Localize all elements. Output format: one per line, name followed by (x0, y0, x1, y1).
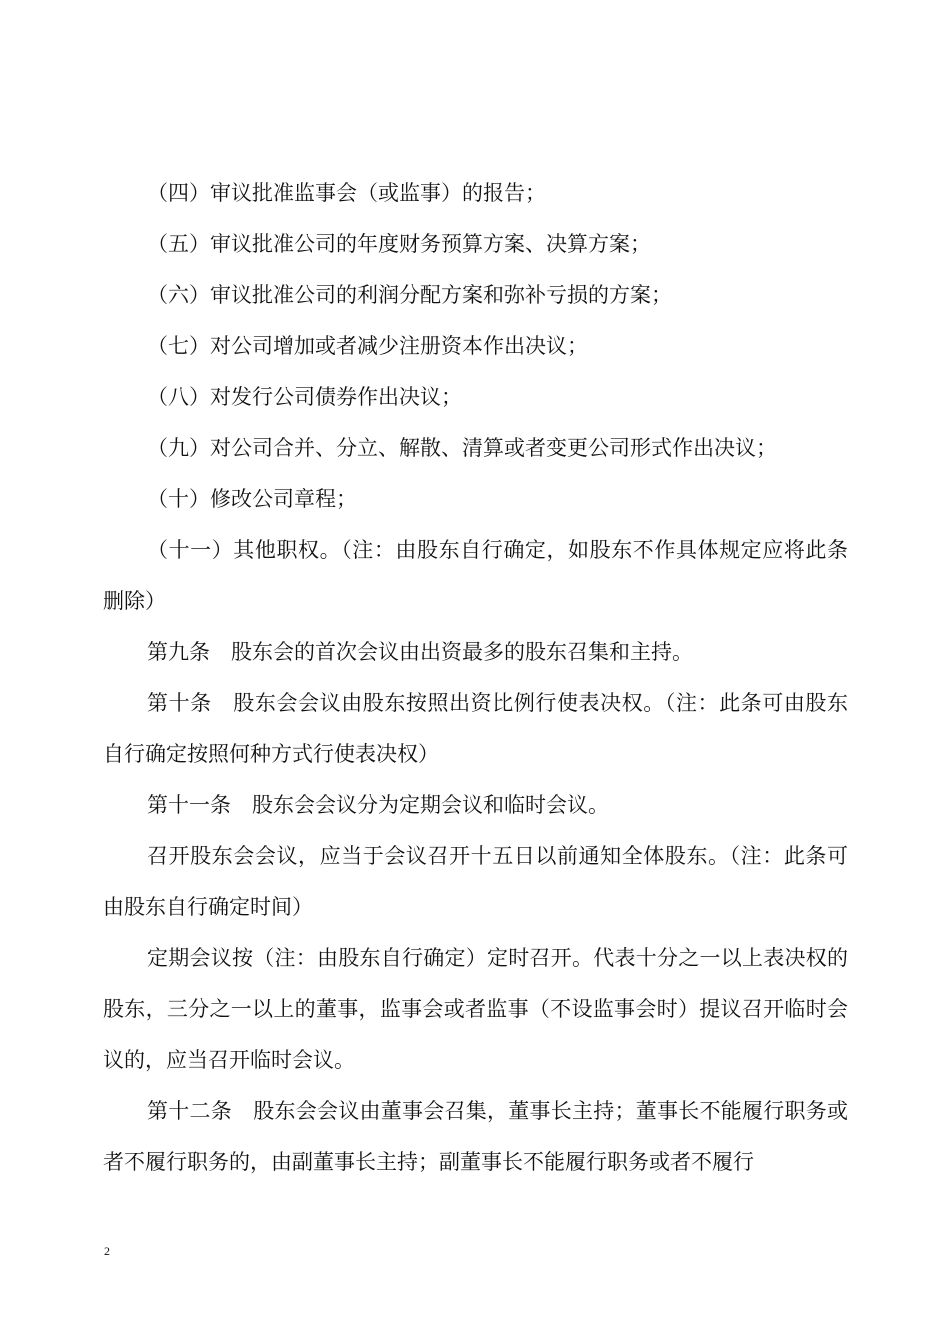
regular-meeting-paragraph: 定期会议按（注：由股东自行确定）定时召开。代表十分之一以上表决权的股东，三分之一以上的董事，监事会或者监事（不设监事会时）提议召开临时会议的，应当召开临时会议。 (103, 946, 848, 1072)
paragraph-item-6: （六）审议批准公司的利润分配方案和弥补亏损的方案； (147, 283, 672, 307)
paragraph-item-5: （五）审议批准公司的年度财务预算方案、决算方案； (147, 232, 651, 256)
page-number: 2 (104, 1244, 110, 1258)
document-body (103, 168, 848, 1188)
paragraph-item-8: （八）对发行公司债券作出决议； (147, 385, 462, 409)
article-10: 第十条 股东会会议由股东按照出资比例行使表决权。（注：此条可由股东自行确定按照何种方式行使表决权） (103, 691, 848, 766)
paragraph-item-9: （九）对公司合并、分立、解散、清算或者变更公司形式作出决议； (147, 436, 777, 460)
paragraph-item-11: （十一）其他职权。（注：由股东自行确定，如股东不作具体规定应将此条删除） (103, 538, 848, 613)
paragraph-item-4: （四）审议批准监事会（或监事）的报告； (147, 181, 546, 205)
article-11: 第十一条 股东会会议分为定期会议和临时会议。 (147, 793, 609, 817)
paragraph-item-10: （十）修改公司章程； (147, 487, 357, 511)
meeting-notice-paragraph: 召开股东会会议，应当于会议召开十五日以前通知全体股东。（注：此条可由股东自行确定时间） (103, 844, 848, 919)
article-12: 第十二条 股东会会议由董事会召集，董事长主持；董事长不能履行职务或者不履行职务的，由副董事长主持；副董事长不能履行职务或者不履行 (103, 1099, 848, 1174)
article-9: 第九条 股东会的首次会议由出资最多的股东召集和主持。 (147, 640, 693, 664)
paragraph-item-7: （七）对公司增加或者减少注册资本作出决议； (147, 334, 588, 358)
